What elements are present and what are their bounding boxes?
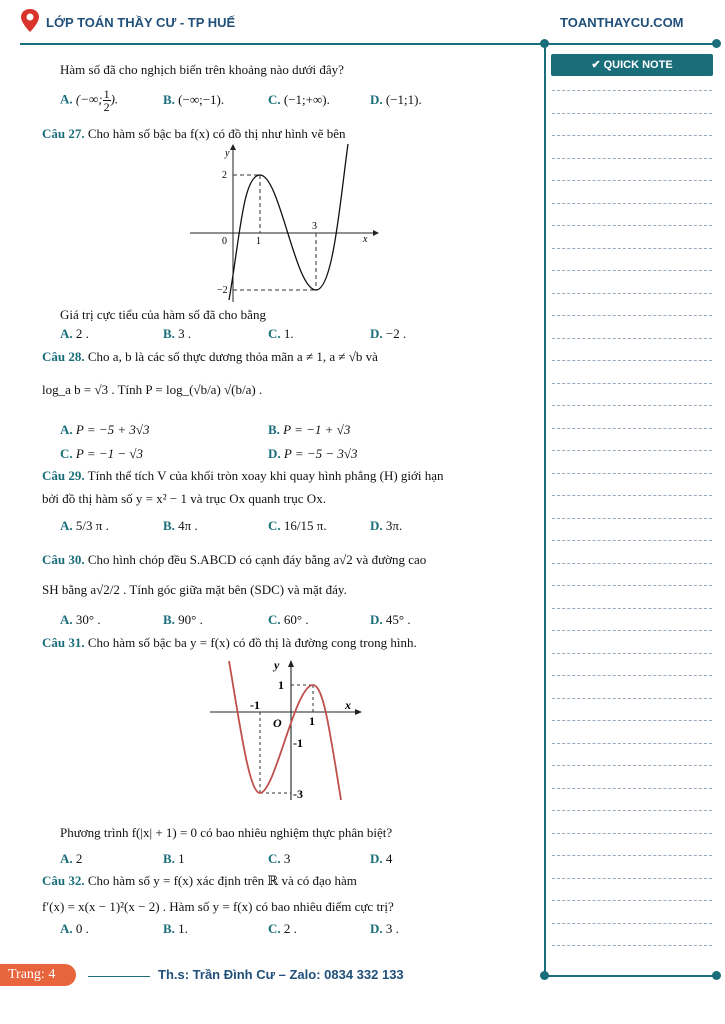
- q28-option-b: B. P = −1 + √3: [268, 422, 351, 437]
- q28-option-d: D. P = −5 − 3√3: [268, 446, 358, 461]
- check-icon: ✔: [591, 59, 604, 71]
- header-right-title: TOANTHAYCU.COM: [560, 15, 684, 30]
- graph1: [185, 142, 380, 307]
- q32-option-b: B. 1.: [163, 921, 188, 936]
- graph2-y1-label: 1: [278, 678, 284, 692]
- quicknote-line: [552, 608, 712, 609]
- quicknote-line: [552, 405, 712, 406]
- quicknote-line: [552, 923, 712, 924]
- quicknote-line: [552, 135, 712, 136]
- footer-rule: [544, 975, 716, 977]
- q30-option-c: C. 60° .: [268, 612, 309, 627]
- footer-author: Th.s: Trần Đình Cư – Zalo: 0834 332 133: [158, 967, 404, 982]
- quicknote-line: [552, 630, 712, 631]
- graph1-x1-label: 1: [256, 236, 261, 247]
- quicknote-line: [552, 225, 712, 226]
- quicknote-line: [552, 338, 712, 339]
- q28-stem-2: log_a b = √3 . Tính P = log_(√b/a) √(b/a) .: [42, 382, 263, 397]
- q31-stem: Câu 31. Cho hàm số bậc ba y = f(x) có đồ thị là đường cong trong hình.: [42, 635, 417, 650]
- quicknote-line: [552, 270, 712, 271]
- graph2-origin-label: O: [273, 716, 282, 730]
- quicknote-line: [552, 698, 712, 699]
- graph1-yneg2-label: −2: [217, 285, 228, 296]
- q26-option-a: A. (−∞; $\frac{1}{2}$ ).: [60, 87, 119, 114]
- q32-stem: Câu 32. Cho hàm số y = f(x) xác định trên ℝ và có đạo hàm: [42, 873, 357, 888]
- q26-option-c: C. (−1;+∞).: [268, 92, 330, 107]
- quicknote-line: [552, 833, 712, 834]
- q30-stem: Câu 30. Cho hình chóp đều S.ABCD có cạnh đáy bằng a√2 và đường cao: [42, 552, 427, 567]
- quicknote-line: [552, 90, 712, 91]
- graph1-origin-label: 0: [222, 236, 227, 247]
- q28-option-c: C. P = −1 − √3: [60, 446, 144, 461]
- quicknote-line: [552, 675, 712, 676]
- quicknote-line: [552, 113, 712, 114]
- graph1-y-label: y: [225, 148, 230, 159]
- header-rule: [20, 43, 720, 45]
- quicknote-line: [552, 810, 712, 811]
- graph2-yneg1-label: -1: [293, 736, 303, 750]
- q29-stem: Câu 29. Tính thể tích V của khối tròn xoay khi quay hình phẳng (H) giới hạn: [42, 468, 444, 483]
- quicknote-line: [552, 788, 712, 789]
- graph2-x-label: x: [345, 698, 351, 712]
- q26-question: Hàm số đã cho nghịch biến trên khoảng nào dưới đây?: [60, 62, 344, 77]
- q27-stem: Câu 27. Cho hàm số bậc ba f(x) có đồ thị như hình vẽ bên: [42, 126, 346, 141]
- q28-stem: Câu 28. Cho a, b là các số thực dương thỏa mãn a ≠ 1, a ≠ √b và: [42, 349, 378, 364]
- q27-question: Giá trị cực tiểu của hàm số đã cho bằng: [60, 307, 266, 322]
- sidebar-divider: [544, 44, 546, 976]
- q28-option-a: A. P = −5 + 3√3: [60, 422, 150, 437]
- graph2-y-label: y: [274, 658, 280, 672]
- quicknote-line: [552, 518, 712, 519]
- quicknote-line: [552, 540, 712, 541]
- quicknote-label: QUICK NOTE: [603, 59, 673, 71]
- graph2-yneg3-label: -3: [293, 787, 303, 801]
- q27-option-b: B. 3 .: [163, 326, 192, 341]
- quicknote-line: [552, 473, 712, 474]
- quicknote-line: [552, 945, 712, 946]
- q29-option-a: A. 5/3 π .: [60, 518, 109, 533]
- quicknote-line: [552, 720, 712, 721]
- q32-stem-2: f′(x) = x(x − 1)²(x − 2) . Hàm số y = f(x) có bao nhiêu điểm cực trị?: [42, 899, 394, 914]
- q32-option-c: C. 2 .: [268, 921, 297, 936]
- q29-option-d: D. 3π.: [370, 518, 403, 533]
- quicknote-line: [552, 293, 712, 294]
- quicknote-line: [552, 563, 712, 564]
- quicknote-line: [552, 653, 712, 654]
- quicknote-line: [552, 315, 712, 316]
- q26-option-b: B. (−∞;−1).: [163, 92, 225, 107]
- quicknote-line: [552, 585, 712, 586]
- q31-option-d: D. 4: [370, 851, 393, 866]
- footer-left-rule: [88, 976, 150, 977]
- graph2-x1-label: 1: [309, 714, 315, 728]
- quicknote-line: [552, 450, 712, 451]
- quicknote-line: [552, 158, 712, 159]
- footer-dot-right: [712, 971, 721, 980]
- quicknote-line: [552, 743, 712, 744]
- q31-option-a: A. 2: [60, 851, 83, 866]
- graph1-y2-label: 2: [222, 170, 227, 181]
- quicknote-badge: [551, 54, 713, 76]
- graph2-xneg1-label: -1: [250, 698, 260, 712]
- graph2: [205, 655, 365, 803]
- quicknote-line: [552, 765, 712, 766]
- graph1-x3-label: 3: [312, 221, 317, 232]
- q30-stem-2: SH bằng a√2/2 . Tính góc giữa mặt bên (SDC) và mặt đáy.: [42, 582, 347, 597]
- page-number-badge: [0, 964, 76, 986]
- quicknote-line: [552, 900, 712, 901]
- header-dot-right: [712, 39, 721, 48]
- q29-option-c: C. 16/15 π.: [268, 518, 327, 533]
- quicknote-line: [552, 360, 712, 361]
- q30-option-b: B. 90° .: [163, 612, 203, 627]
- quicknote-line: [552, 383, 712, 384]
- quicknote-line: [552, 878, 712, 879]
- graph1-x-label: x: [363, 234, 368, 245]
- q31-option-c: C. 3: [268, 851, 291, 866]
- quicknote-line: [552, 495, 712, 496]
- q27-option-d: D. −2 .: [370, 326, 407, 341]
- q30-option-a: A. 30° .: [60, 612, 101, 627]
- quicknote-line: [552, 855, 712, 856]
- quicknote-line: [552, 180, 712, 181]
- q31-option-b: B. 1: [163, 851, 185, 866]
- q27-option-c: C. 1.: [268, 326, 294, 341]
- q31-question: Phương trình f(|x| + 1) = 0 có bao nhiêu nghiệm thực phân biệt?: [60, 825, 393, 840]
- q32-option-a: A. 0 .: [60, 921, 89, 936]
- quicknote-line: [552, 248, 712, 249]
- quicknote-line: [552, 428, 712, 429]
- q30-option-d: D. 45° .: [370, 612, 411, 627]
- footer-dot-mid: [540, 971, 549, 980]
- quicknote-line: [552, 203, 712, 204]
- q29-stem-2: bởi đồ thị hàm số y = x² − 1 và trục Ox quanh trục Ox.: [42, 491, 326, 506]
- q29-option-b: B. 4π .: [163, 518, 198, 533]
- page-number-label: Trang: 4: [8, 967, 56, 982]
- header-left-title: LỚP TOÁN THẦY CƯ - TP HUẾ: [46, 15, 236, 30]
- q27-option-a: A. 2 .: [60, 326, 89, 341]
- q26-option-d: D. (−1;1).: [370, 92, 422, 107]
- q32-option-d: D. 3 .: [370, 921, 399, 936]
- header-logo-icon: [20, 8, 40, 34]
